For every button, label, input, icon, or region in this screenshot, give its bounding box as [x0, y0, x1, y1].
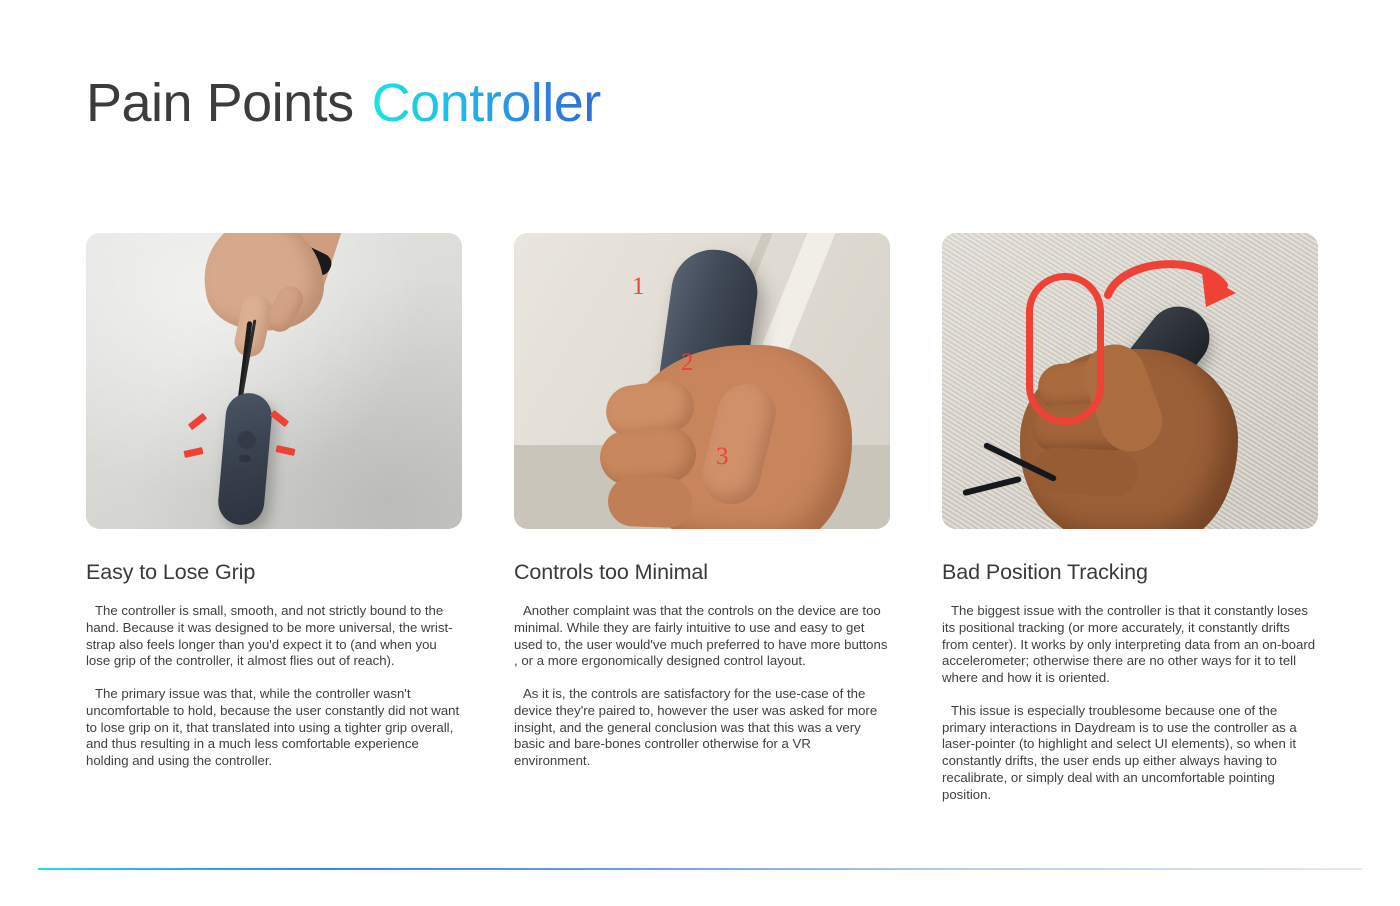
- page-title-accent: Controller: [371, 73, 601, 133]
- column-paragraph: The primary issue was that, while the controller wasn't uncomfortable to hold, because the user constantly did not want to lose grip on it, that translated into using a tighter grip overall, and thus resulting in a much less comfortable experience holding and using the controller.: [86, 686, 460, 769]
- column-bad-position-tracking: [942, 233, 1318, 817]
- page-title: [86, 73, 601, 133]
- column-heading: Controls too Minimal: [514, 560, 708, 584]
- controller-drifting-rotation-annotated-photo: [942, 233, 1318, 529]
- controller-dangling-from-wrist-strap-photo: [86, 233, 462, 529]
- annotation-number-3: 3: [716, 443, 729, 470]
- finger-shape: [607, 476, 693, 529]
- column-controls-too-minimal: [514, 233, 890, 817]
- column-paragraph: The biggest issue with the controller is that it constantly loses its positional tracking (or more accurately, it constantly drifts from center). It works by only interpreting data from an on-board accelerometer; otherwise there are no other ways for it to tell where and how it is oriented.: [942, 603, 1316, 686]
- home-button-shape: [239, 454, 252, 462]
- column-heading: Bad Position Tracking: [942, 560, 1148, 584]
- column-paragraph: This issue is especially troublesome because one of the primary interactions in Daydream is to use the controller as a laser-pointer (to highlight and select UI elements), so when it constantly drifts, the user ends up either always having to recalibrate, or simply deal with an uncomfortable pointing position.: [942, 702, 1297, 802]
- page-title-main: Pain Points: [86, 73, 354, 133]
- column-paragraph: As it is, the controls are satisfactory for the use-case of the device they're paired to, however the user was asked for more insight, and the general conclusion was that this was a very basic and bare-bones controller otherwise for a VR environment.: [514, 686, 878, 769]
- column-paragraph: The controller is small, smooth, and not strictly bound to the hand. Because it was designed to be more universal, the wrist-strap also feels longer than you'd expect it to (and when you lose grip of the controller, it almost flies out of reach).: [86, 603, 453, 669]
- content-columns: [86, 233, 1318, 817]
- annotation-number-1: 1: [632, 273, 645, 300]
- annotation-number-2: 2: [681, 349, 694, 376]
- column-heading: Easy to Lose Grip: [86, 560, 256, 584]
- touchpad-shape: [236, 428, 258, 450]
- rotation-arrow-icon: [1102, 251, 1252, 341]
- hand-holding-controller-annotated-photo: [514, 233, 890, 529]
- annotation-outline-shape: [1026, 273, 1104, 425]
- column-paragraph: Another complaint was that the controls on the device are too minimal. While they are fairly intuitive to use and easy to get used to, the user would've much preferred to have more buttons , or a more ergonomically designed control layout.: [514, 603, 888, 669]
- column-easy-to-lose-grip: [86, 233, 462, 817]
- footer-gradient-rule: [38, 868, 1362, 870]
